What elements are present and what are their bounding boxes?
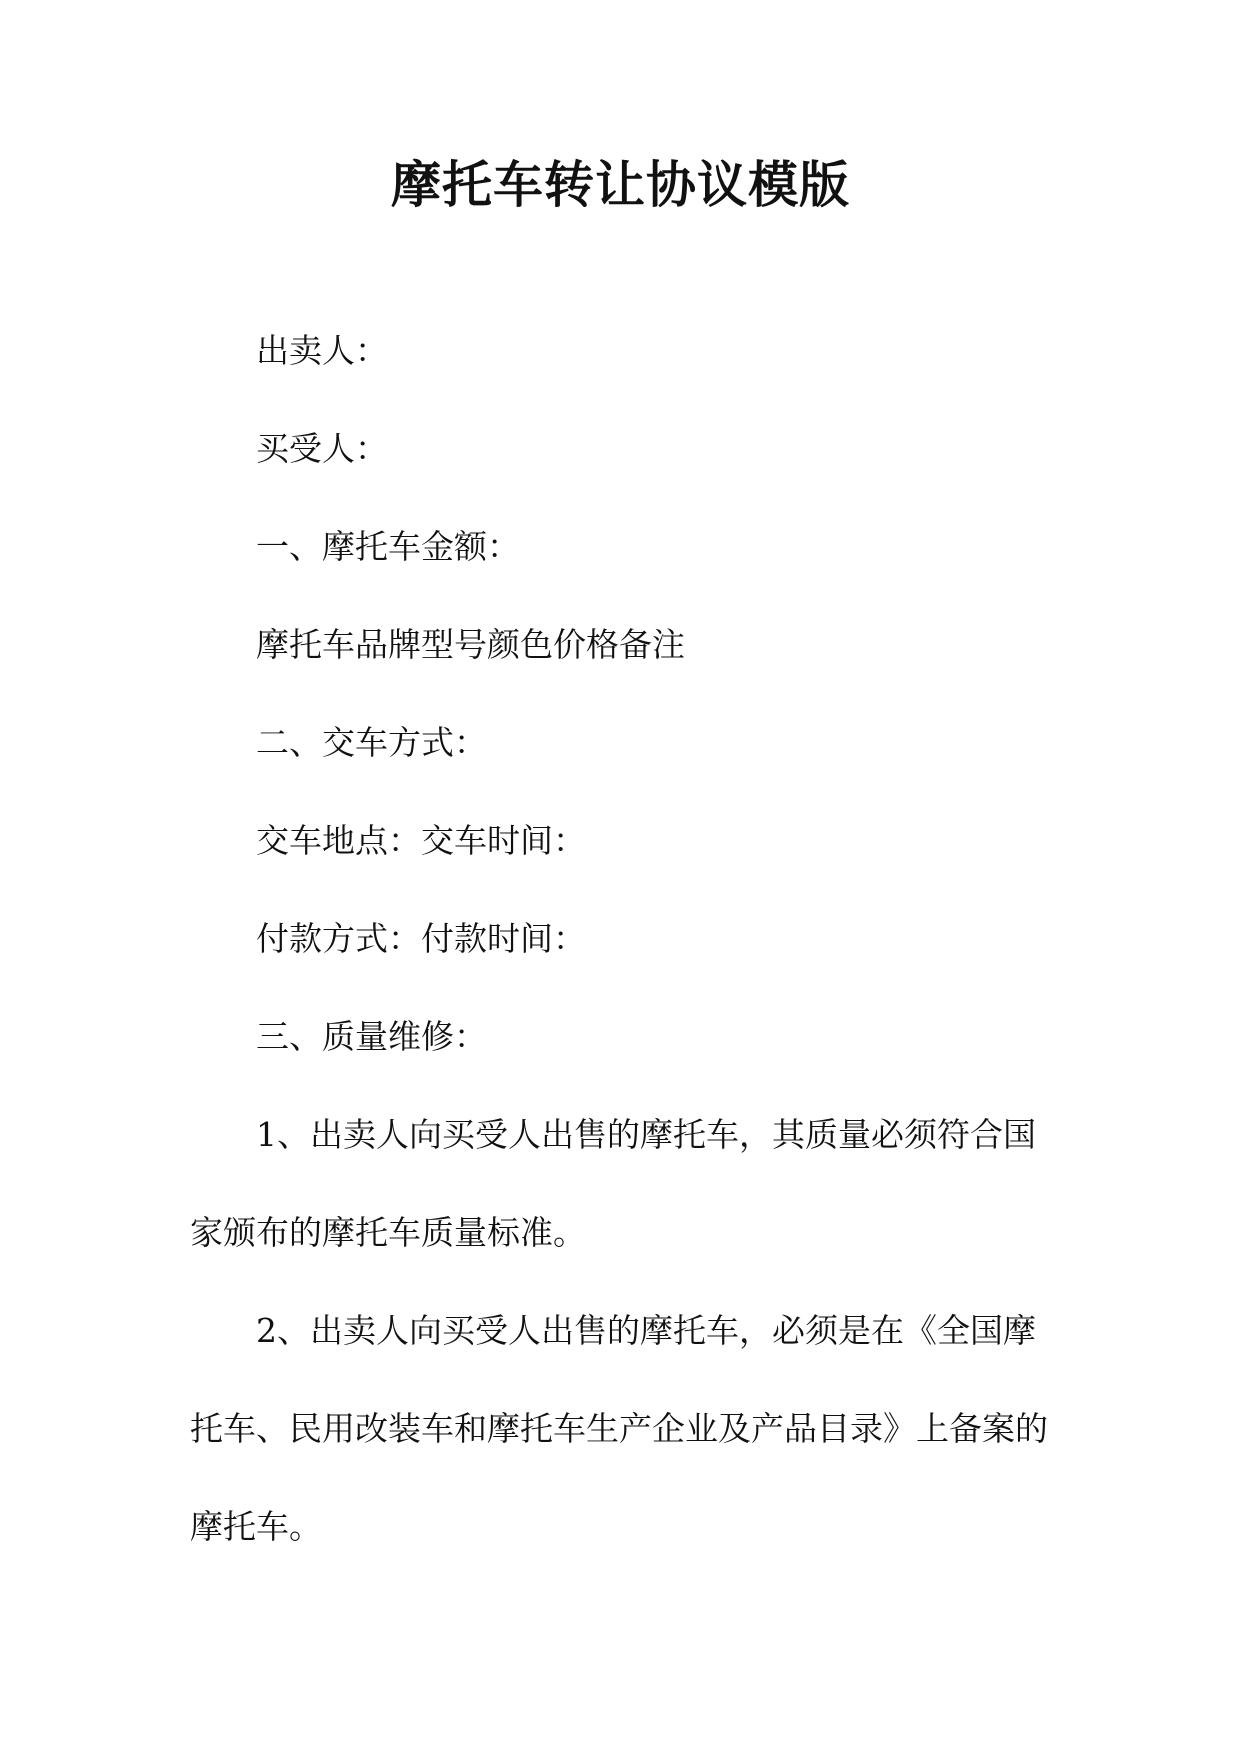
document-body — [190, 302, 1050, 1576]
section-heading-amount: 一、摩托车金额： — [256, 527, 520, 566]
section-heading-delivery: 二、交车方式： — [256, 723, 487, 762]
section-heading-quality: 三、质量维修： — [256, 1017, 487, 1056]
seller-line: 出卖人： — [256, 331, 388, 370]
quality-clause-1: 1、出卖人向买受人出售的摩托车，其质量必须符合国家颁布的摩托车质量标准。 — [190, 1115, 1036, 1252]
buyer-line: 买受人： — [256, 429, 388, 468]
payment-method-time-line: 付款方式：付款时间： — [256, 919, 586, 958]
vehicle-details-line: 摩托车品牌型号颜色价格备注 — [256, 625, 685, 664]
delivery-place-time-line: 交车地点：交车时间： — [256, 821, 586, 860]
quality-clause-2: 2、出卖人向买受人出售的摩托车，必须是在《全国摩托车、民用改装车和摩托车生产企业及产品目录》上备案的摩托车。 — [190, 1311, 1048, 1546]
document-title: 摩托车转让协议模版 — [391, 155, 850, 214]
